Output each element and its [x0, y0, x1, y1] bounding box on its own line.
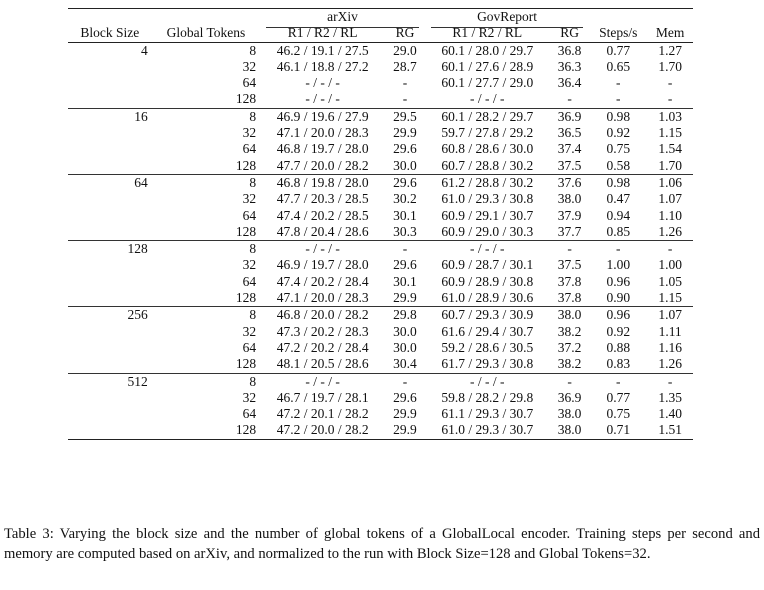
- header-spacer: [589, 9, 647, 26]
- cell-steps: 1.00: [606, 257, 631, 273]
- cell-gov-rg: 36.5: [557, 125, 582, 141]
- cell-global-tokens: 64: [242, 207, 257, 223]
- cell-arxiv-rouge: 47.1 / 20.0 / 28.3: [276, 290, 369, 306]
- cell-gov-rg: 37.4: [557, 141, 582, 157]
- table-row: [68, 290, 693, 307]
- cell-global-tokens: 32: [242, 125, 257, 141]
- cell-gov-rg: 37.5: [557, 257, 582, 273]
- cell-steps: 0.83: [606, 356, 631, 372]
- cell-arxiv-rouge: 46.7 / 19.7 / 28.1: [276, 389, 369, 405]
- cell-arxiv-rg: 29.9: [393, 406, 417, 422]
- cell-gov-rouge: 60.7 / 29.3 / 30.9: [425, 307, 550, 324]
- cell-arxiv-rg: 29.9: [393, 290, 417, 306]
- cell-arxiv-rouge: 46.8 / 19.8 / 28.0: [260, 174, 385, 191]
- cell-gov-rouge: 59.2 / 28.6 / 30.5: [441, 339, 534, 355]
- table-row: [68, 390, 693, 406]
- cell-steps: -: [616, 91, 621, 107]
- cell-gov-rouge: 60.8 / 28.6 / 30.0: [441, 141, 534, 157]
- cell-arxiv-rg: 30.1: [393, 207, 417, 223]
- cell-gov-rouge: - / - / -: [425, 373, 550, 390]
- cell-arxiv-rouge: 46.8 / 19.7 / 28.0: [276, 141, 369, 157]
- cell-gov-rg: 37.7: [557, 223, 582, 239]
- cell-mem: 1.15: [658, 125, 682, 141]
- cell-steps: -: [616, 75, 621, 91]
- cell-mem: 1.54: [658, 141, 682, 157]
- cell-block-size: 4: [68, 42, 152, 59]
- cell-steps: -: [589, 373, 647, 390]
- cell-arxiv-rouge: 48.1 / 20.5 / 28.6: [276, 356, 369, 372]
- header-steps: Steps/s: [599, 25, 638, 41]
- cell-global-tokens: 128: [235, 290, 257, 306]
- cell-mem: 1.05: [658, 273, 682, 289]
- table-caption: Table 3: Varying the block size and the number of global tokens of a GlobalLocal encoder. Training steps per second and memory are computed based on arXiv, and normalized to the run with Block Size=128 and Global Tokens=32.: [4, 526, 760, 562]
- cell-block-size: 16: [68, 108, 152, 125]
- header-arxiv-rg: RG: [395, 25, 415, 41]
- header-arxiv-rouge: R1 / R2 / RL: [287, 25, 358, 41]
- cell-block-size: [68, 208, 152, 224]
- cell-gov-rg: 38.0: [550, 307, 590, 324]
- cell-global-tokens: 32: [242, 389, 257, 405]
- cell-global-tokens: 8: [152, 307, 260, 324]
- cell-steps: 0.98: [589, 108, 647, 125]
- cell-block-size: [68, 141, 152, 157]
- cell-mem: -: [667, 91, 673, 107]
- table-row: [68, 324, 693, 340]
- cell-global-tokens: 64: [242, 339, 257, 355]
- cell-steps: 0.96: [606, 273, 631, 289]
- cell-arxiv-rg: -: [385, 241, 425, 258]
- cell-mem: 1.07: [647, 307, 693, 324]
- table-body: [68, 42, 693, 439]
- cell-gov-rg: -: [567, 91, 572, 107]
- table-row: [68, 174, 693, 191]
- cell-block-size: [68, 125, 152, 141]
- cell-global-tokens: 8: [152, 241, 260, 258]
- cell-block-size: [68, 191, 152, 207]
- cell-arxiv-rg: 29.6: [393, 389, 417, 405]
- table-row: [68, 42, 693, 59]
- header-block-size: Block Size: [80, 25, 140, 41]
- cell-gov-rouge: 60.9 / 28.7 / 30.1: [441, 257, 534, 273]
- table-row: [68, 274, 693, 290]
- cell-arxiv-rg: 29.9: [385, 422, 425, 439]
- cell-arxiv-rouge: 47.2 / 20.1 / 28.2: [276, 406, 369, 422]
- cell-arxiv-rouge: - / - / -: [305, 75, 340, 91]
- cell-arxiv-rouge: 47.1 / 20.0 / 28.3: [276, 125, 369, 141]
- header-spacer: [647, 9, 693, 26]
- cell-arxiv-rg: 30.0: [393, 339, 417, 355]
- cell-steps: 0.98: [589, 174, 647, 191]
- cell-arxiv-rg: 29.0: [385, 42, 425, 59]
- cell-steps: 0.88: [606, 339, 631, 355]
- cell-block-size: [68, 324, 152, 340]
- cell-gov-rouge: 61.2 / 28.8 / 30.2: [425, 174, 550, 191]
- cell-mem: 1.26: [658, 223, 682, 239]
- cell-gov-rg: 36.3: [557, 58, 582, 74]
- cell-arxiv-rouge: 46.9 / 19.6 / 27.9: [260, 108, 385, 125]
- cell-steps: 0.71: [589, 422, 647, 439]
- cell-global-tokens: 128: [235, 157, 257, 173]
- table-row: [68, 91, 693, 108]
- cell-gov-rouge: 60.1 / 28.2 / 29.7: [425, 108, 550, 125]
- cell-gov-rouge: 61.1 / 29.3 / 30.7: [441, 406, 534, 422]
- cell-block-size: [68, 59, 152, 75]
- cell-arxiv-rouge: - / - / -: [305, 91, 340, 107]
- cell-steps: 0.58: [606, 157, 631, 173]
- cell-arxiv-rg: -: [402, 91, 408, 107]
- cell-global-tokens: 64: [242, 273, 257, 289]
- cell-gov-rg: 36.9: [550, 108, 590, 125]
- header-gov-rouge: R1 / R2 / RL: [452, 25, 523, 41]
- cell-block-size: [68, 340, 152, 356]
- cell-gov-rouge: - / - / -: [425, 241, 550, 258]
- cell-gov-rouge: 59.8 / 28.2 / 29.8: [441, 389, 534, 405]
- cell-arxiv-rouge: 46.2 / 19.1 / 27.5: [260, 42, 385, 59]
- table-row: [68, 208, 693, 224]
- cell-gov-rouge: 60.1 / 27.6 / 28.9: [441, 58, 534, 74]
- cell-gov-rouge: 60.7 / 28.8 / 30.2: [441, 157, 534, 173]
- cell-arxiv-rouge: 47.2 / 20.0 / 28.2: [260, 422, 385, 439]
- cell-arxiv-rg: 30.1: [393, 273, 417, 289]
- cell-gov-rouge: 60.1 / 27.7 / 29.0: [441, 75, 534, 91]
- results-table: [68, 8, 693, 440]
- cell-block-size: [68, 290, 152, 307]
- cell-mem: -: [647, 241, 693, 258]
- cell-gov-rg: 38.0: [557, 406, 582, 422]
- cell-mem: 1.07: [658, 191, 682, 207]
- cell-gov-rouge: 61.6 / 29.4 / 30.7: [441, 323, 534, 339]
- cell-gov-rouge: 61.0 / 29.3 / 30.7: [425, 422, 550, 439]
- cell-arxiv-rouge: 46.8 / 20.0 / 28.2: [260, 307, 385, 324]
- cell-block-size: [68, 274, 152, 290]
- cell-mem: -: [667, 75, 673, 91]
- table-row: [68, 75, 693, 91]
- cell-global-tokens: 128: [235, 223, 257, 239]
- cell-arxiv-rg: 29.6: [393, 257, 417, 273]
- cell-steps: 0.90: [606, 290, 631, 306]
- cell-steps: 0.75: [606, 406, 631, 422]
- cell-global-tokens: 64: [242, 75, 257, 91]
- table-row: [68, 307, 693, 324]
- cell-block-size: [68, 390, 152, 406]
- cell-gov-rouge: 60.9 / 29.1 / 30.7: [441, 207, 534, 223]
- cell-mem: 1.70: [658, 58, 682, 74]
- cell-arxiv-rouge: 47.3 / 20.2 / 28.3: [276, 323, 369, 339]
- table-row: [68, 406, 693, 422]
- cell-global-tokens: 32: [242, 257, 257, 273]
- table-row: [68, 422, 693, 439]
- table-row: [68, 224, 693, 241]
- cell-block-size: [68, 406, 152, 422]
- table-row: [68, 108, 693, 125]
- cell-block-size: 64: [68, 174, 152, 191]
- cell-global-tokens: 128: [235, 356, 257, 372]
- cell-global-tokens: 8: [152, 174, 260, 191]
- cell-mem: 1.00: [658, 257, 682, 273]
- table-row: [68, 141, 693, 157]
- cell-block-size: [68, 422, 152, 439]
- cell-steps: -: [589, 241, 647, 258]
- cell-arxiv-rouge: 47.2 / 20.2 / 28.4: [276, 339, 369, 355]
- header-spacer: [68, 9, 152, 26]
- cell-mem: 1.15: [658, 290, 682, 306]
- cell-block-size: 256: [68, 307, 152, 324]
- cell-gov-rouge: 60.9 / 29.0 / 30.3: [441, 223, 534, 239]
- cell-mem: 1.10: [658, 207, 682, 223]
- cell-arxiv-rouge: 47.4 / 20.2 / 28.4: [276, 273, 369, 289]
- header-mem: Mem: [655, 25, 685, 41]
- cell-global-tokens: 8: [152, 108, 260, 125]
- cell-arxiv-rg: 30.0: [393, 157, 417, 173]
- cell-arxiv-rg: -: [385, 373, 425, 390]
- table-row: [68, 257, 693, 273]
- cell-mem: 1.16: [658, 339, 682, 355]
- cell-steps: 0.47: [606, 191, 631, 207]
- cell-global-tokens: 32: [242, 323, 257, 339]
- cell-block-size: [68, 356, 152, 373]
- cell-arxiv-rouge: 46.1 / 18.8 / 27.2: [276, 58, 369, 74]
- cell-steps: 0.75: [606, 141, 631, 157]
- cell-arxiv-rg: 30.4: [393, 356, 417, 372]
- cell-gov-rg: 37.2: [557, 339, 582, 355]
- table-row: [68, 373, 693, 390]
- cell-block-size: [68, 158, 152, 175]
- cell-gov-rouge: 61.7 / 29.3 / 30.8: [441, 356, 534, 372]
- table-row: [68, 125, 693, 141]
- cell-mem: 1.26: [658, 356, 682, 372]
- cell-steps: 0.96: [589, 307, 647, 324]
- cell-mem: 1.06: [647, 174, 693, 191]
- cell-arxiv-rouge: 47.7 / 20.3 / 28.5: [276, 191, 369, 207]
- cell-global-tokens: 64: [242, 406, 257, 422]
- cell-arxiv-rg: -: [402, 75, 408, 91]
- header-gov-rg: RG: [560, 25, 579, 41]
- cell-steps: 0.92: [606, 323, 631, 339]
- cell-arxiv-rg: 28.7: [393, 58, 417, 74]
- cell-arxiv-rg: 29.8: [385, 307, 425, 324]
- cell-arxiv-rg: 29.6: [393, 141, 417, 157]
- cell-arxiv-rg: 30.2: [393, 191, 417, 207]
- cell-block-size: [68, 75, 152, 91]
- cell-mem: 1.51: [647, 422, 693, 439]
- cell-steps: 0.77: [589, 42, 647, 59]
- cell-gov-rg: 38.0: [550, 422, 590, 439]
- cell-mem: 1.11: [658, 323, 682, 339]
- header-arxiv: arXiv: [260, 9, 425, 26]
- cell-gov-rg: 36.4: [557, 75, 582, 91]
- cell-gov-rouge: 60.9 / 28.9 / 30.8: [441, 273, 534, 289]
- cell-arxiv-rg: 30.3: [393, 223, 417, 239]
- table-row: [68, 356, 693, 373]
- table-row: [68, 191, 693, 207]
- cell-gov-rg: -: [550, 373, 590, 390]
- table-row: [68, 340, 693, 356]
- cell-gov-rg: 37.8: [557, 273, 582, 289]
- cell-global-tokens: 8: [152, 42, 260, 59]
- cell-mem: 1.40: [658, 406, 682, 422]
- cell-mem: 1.27: [647, 42, 693, 59]
- cell-block-size: [68, 257, 152, 273]
- header-row-datasets: [68, 9, 693, 26]
- cell-block-size: 512: [68, 373, 152, 390]
- cell-arxiv-rouge: - / - / -: [260, 373, 385, 390]
- cell-gov-rg: -: [550, 241, 590, 258]
- cell-arxiv-rg: 29.9: [393, 125, 417, 141]
- header-spacer: [152, 9, 260, 26]
- cell-arxiv-rouge: 47.4 / 20.2 / 28.5: [276, 207, 369, 223]
- cell-gov-rg: 37.9: [557, 207, 582, 223]
- cell-steps: 0.85: [606, 223, 631, 239]
- cell-gov-rg: 38.2: [557, 356, 582, 372]
- cell-gov-rouge: 61.0 / 28.9 / 30.6: [441, 290, 534, 306]
- cell-gov-rouge: - / - / -: [470, 91, 505, 107]
- header-global-tokens: Global Tokens: [166, 25, 246, 41]
- cell-gov-rg: 37.8: [557, 290, 582, 306]
- table-row: [68, 241, 693, 258]
- cell-gov-rouge: 60.1 / 28.0 / 29.7: [425, 42, 550, 59]
- cell-global-tokens: 128: [152, 422, 260, 439]
- cell-gov-rouge: 59.7 / 27.8 / 29.2: [441, 125, 534, 141]
- cell-mem: 1.70: [658, 157, 682, 173]
- cell-arxiv-rg: 30.0: [393, 323, 417, 339]
- cell-global-tokens: 64: [242, 141, 257, 157]
- cell-steps: 0.77: [606, 389, 631, 405]
- cell-arxiv-rouge: 47.8 / 20.4 / 28.6: [276, 223, 369, 239]
- cell-global-tokens: 32: [242, 58, 257, 74]
- cell-gov-rg: 37.6: [550, 174, 590, 191]
- cell-global-tokens: 128: [235, 91, 257, 107]
- cell-gov-rg: 38.2: [557, 323, 582, 339]
- cell-global-tokens: 8: [152, 373, 260, 390]
- cell-mem: 1.35: [658, 389, 682, 405]
- cell-steps: 0.92: [606, 125, 631, 141]
- cell-global-tokens: 32: [242, 191, 257, 207]
- table-row: [68, 59, 693, 75]
- cell-gov-rouge: 61.0 / 29.3 / 30.8: [441, 191, 534, 207]
- cell-block-size: [68, 91, 152, 108]
- cell-gov-rg: 37.5: [557, 157, 582, 173]
- header-govreport: GovReport: [425, 9, 590, 26]
- cell-arxiv-rouge: 46.9 / 19.7 / 28.0: [276, 257, 369, 273]
- cell-block-size: 128: [68, 241, 152, 258]
- table-row: [68, 158, 693, 175]
- cell-mem: 1.03: [647, 108, 693, 125]
- cell-mem: -: [647, 373, 693, 390]
- cell-block-size: [68, 224, 152, 241]
- cell-gov-rg: 38.0: [557, 191, 582, 207]
- cell-steps: 0.94: [606, 207, 631, 223]
- cell-arxiv-rouge: 47.7 / 20.0 / 28.2: [276, 157, 369, 173]
- cell-arxiv-rouge: - / - / -: [260, 241, 385, 258]
- cell-gov-rg: 36.9: [557, 389, 582, 405]
- cell-steps: 0.65: [606, 58, 631, 74]
- cell-gov-rg: 36.8: [550, 42, 590, 59]
- cell-arxiv-rg: 29.6: [385, 174, 425, 191]
- cell-arxiv-rg: 29.5: [385, 108, 425, 125]
